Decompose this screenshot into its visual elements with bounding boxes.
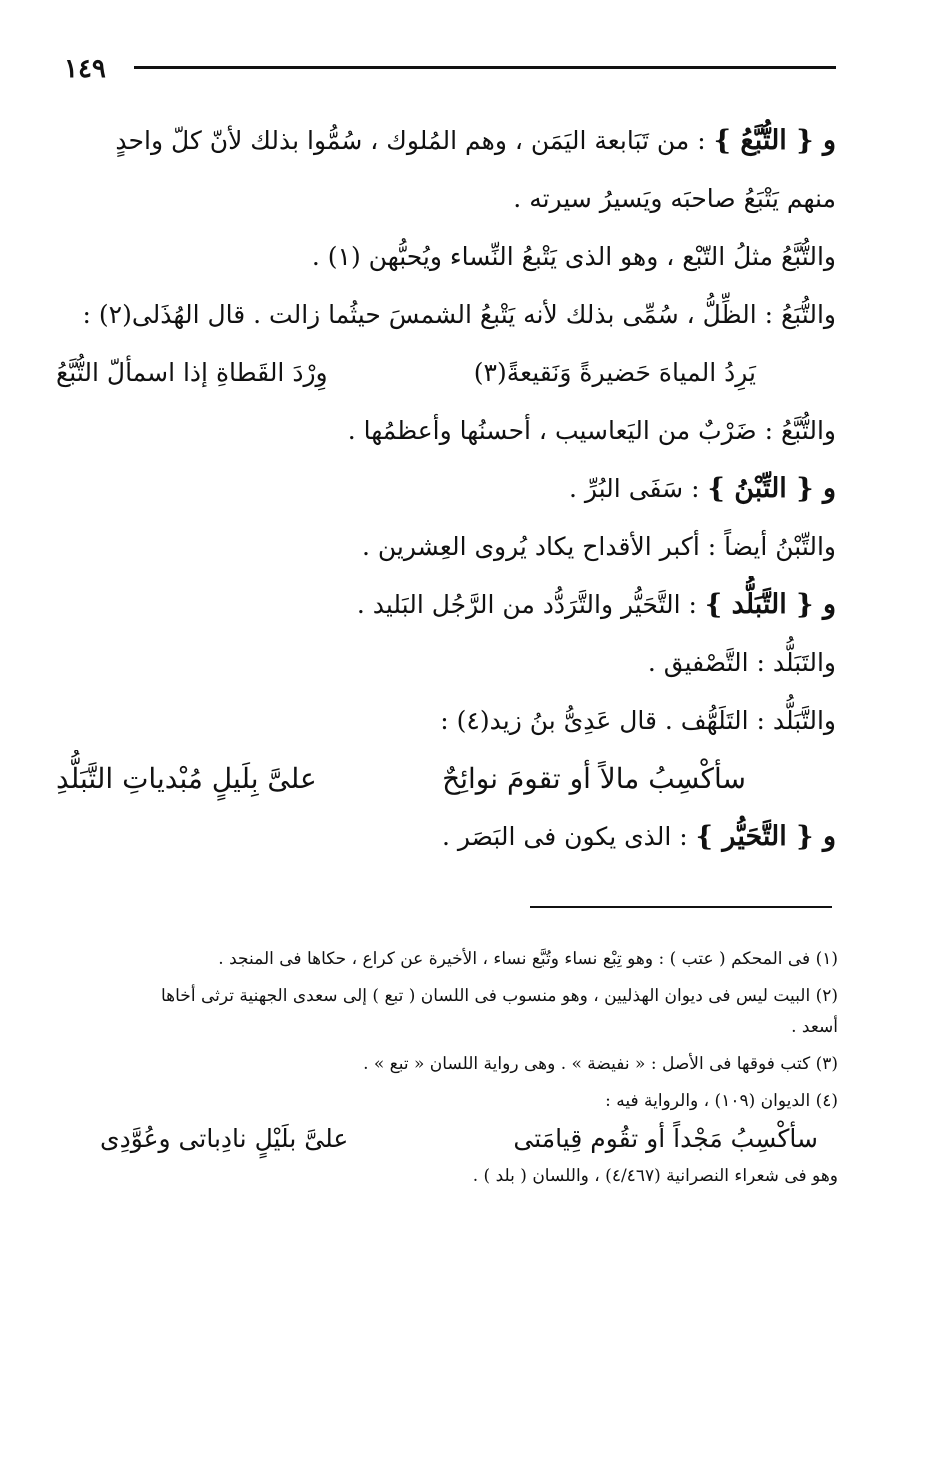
entry-text: : من تَبَابعة اليَمَن ، وهم المُلوك ، سُمُّوا بذلك لأنّ كلّ واحدٍ	[115, 126, 714, 155]
entry-line	[56, 808, 836, 866]
footnote-separator	[530, 906, 832, 908]
entry-text: : الذى يكون فى البَصَر .	[441, 822, 696, 851]
footnote-verse-first-hemistich: سأكْسِبُ مَجْداً أو تقُوم قِيامَتى	[513, 1124, 818, 1153]
verse-first-hemistich: سأكْسِبُ مالاً أو تقومَ نوائِحٌ	[442, 762, 746, 795]
footnote-1: (١) فى المحكم ( عتب ) : وهو تِبْع نساء وتُبَّع نساء ، الأخيرة عن كراع ، حكاها فى المنجد .	[218, 949, 838, 969]
footnote-2-line-1: (٢) البيت ليس فى ديوان الهذليين ، وهو منسوب فى اللسان ( تبع ) إلى سعدى الجهنية ترثى أخاها	[160, 986, 838, 1006]
entry-line	[56, 460, 836, 518]
entry-text: : سَفَى البُرِّ .	[568, 474, 708, 503]
entry-line	[56, 112, 836, 170]
verse-second-hemistich: وِرْدَ القَطاةِ إذا اسمألّ التُّبَّعُ	[56, 358, 328, 387]
entry-line: والتَبَلُّد : التَّصْفيق .	[647, 648, 836, 677]
entry-line: والتُّبَّعُ مثلُ التّبْع ، وهو الذى يَتْبعُ النِّساء ويُحبُّهن (١) .	[311, 242, 836, 271]
body-text	[56, 112, 836, 866]
entry-line: والتَّبَلُّد : التَلَهُّف . قال عَدِىُّ بنُ زيد(٤) :	[440, 706, 836, 735]
entry-term: و { التِّبْنُ }	[707, 473, 836, 504]
page-number: ١٤٩	[64, 54, 106, 84]
entry-term: و { التَّحَيُّر }	[695, 821, 836, 852]
footnote-4-source: وهو فى شعراء النصرانية (٤/٤٦٧) ، واللسان ( بلد ) .	[472, 1166, 838, 1186]
entry-line: والتِّبْنُ أيضاً : أكبر الأقداح يكاد يُروى العِشرين .	[361, 532, 836, 561]
footnote-4: (٤) الديوان (١٠٩) ، والرواية فيه :	[605, 1091, 838, 1111]
footnote-2	[40, 981, 838, 1043]
poetry-verse	[56, 750, 836, 808]
footnote-2-line-2: أسعد .	[791, 1017, 838, 1037]
footnote-3: (٣) كتب فوقها فى الأصل : « نفيضة » . وهى رواية اللسان « تبع » .	[363, 1054, 838, 1074]
poetry-verse	[56, 344, 836, 402]
page-header	[64, 54, 836, 84]
verse-first-hemistich: يَرِدُ المياهَ حَضيرةً وَنَقيعةً(٣)	[473, 358, 756, 387]
footnote-4-verse	[40, 1117, 838, 1161]
entry-term: و { التُّبَّعُ }	[713, 125, 836, 156]
entry-line: والتُّبَّعُ : ضَرْبٌ من اليَعاسيب ، أحسنُها وأعظمُها .	[347, 416, 836, 445]
entry-line: منهم يَتْبَعُ صاحبَه ويَسيرُ سيرته .	[513, 184, 836, 213]
footnotes	[40, 944, 838, 1198]
entry-text: : التَّحَيُّر والتَّرَدُّد من الرَّجُل البَليد .	[356, 590, 705, 619]
entry-line: والتُّبَعُ : الظِّلُّ ، سُمِّى بذلك لأنه يَتْبعُ الشمسَ حيثُما زالت . قال الهُذَلى(٢) :	[82, 300, 836, 329]
header-rule	[134, 66, 836, 69]
verse-second-hemistich: علىَّ بِلَيلٍ مُبْدياتِ التَّبَلُّدِ	[56, 762, 317, 795]
entry-term: و { التَّبَلُّد }	[704, 589, 836, 620]
entry-line	[56, 576, 836, 634]
footnote-verse-second-hemistich: علىَّ بلَيْلٍ نادِباتى وعُوَّدِى	[100, 1124, 349, 1153]
